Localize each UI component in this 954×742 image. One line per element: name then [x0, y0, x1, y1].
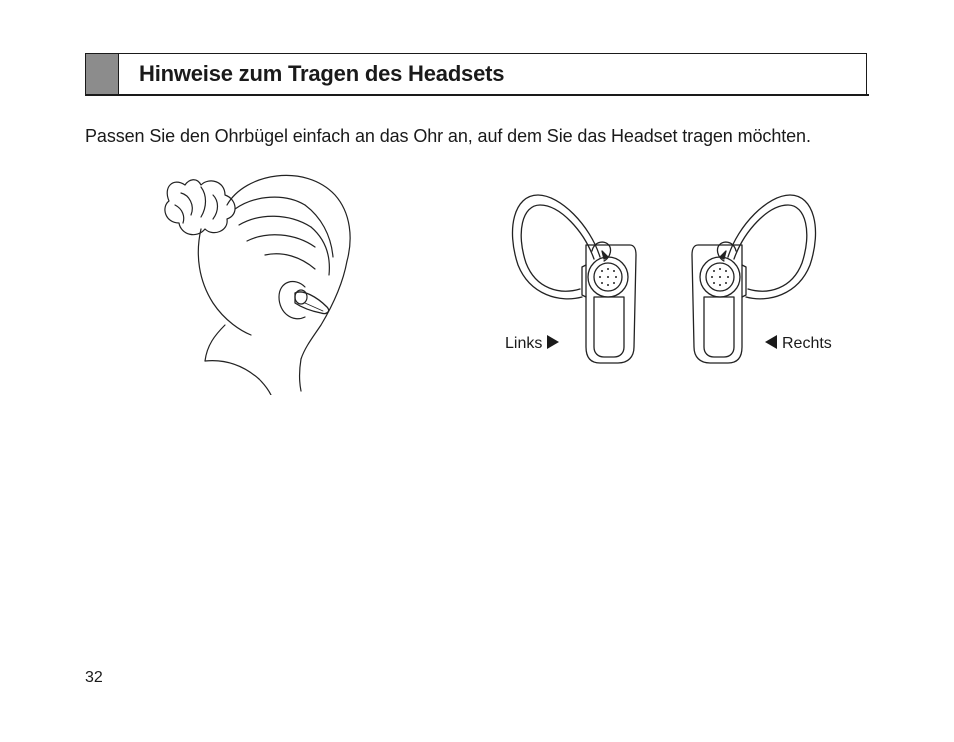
section-marker: [86, 54, 119, 94]
label-right: [765, 334, 832, 354]
person-wearing-headset-illustration: [155, 165, 365, 395]
triangle-right-icon: [547, 335, 559, 349]
label-right-text: Rechts: [782, 335, 832, 352]
triangle-left-icon: [765, 335, 777, 349]
header-rule: [85, 94, 869, 96]
intro-paragraph: Passen Sie den Ohrbügel einfach an das Ohr an, auf dem Sie das Headset tragen möchten.: [85, 126, 811, 146]
section-title: Hinweise zum Tragen des Headsets: [139, 61, 505, 86]
label-left-text: Links: [505, 335, 543, 352]
label-left: [505, 334, 559, 354]
page-number: 32: [85, 669, 103, 686]
section-header: [85, 53, 867, 95]
